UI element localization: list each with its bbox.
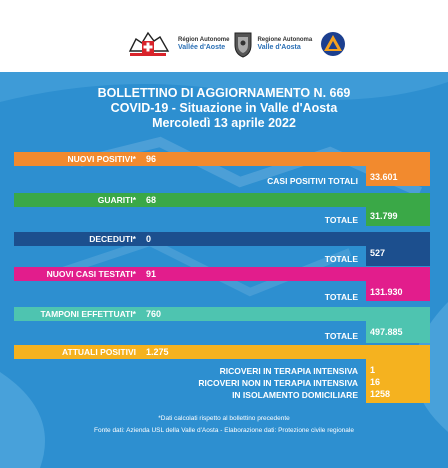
bulletin-panel <box>0 72 448 468</box>
region-logo-line-4: Valle d'Aosta <box>257 44 301 51</box>
icu-value: 1 <box>370 365 376 375</box>
region-logo <box>178 30 312 58</box>
home-isolation-value: 1258 <box>370 389 391 399</box>
bulletin-subtitle: COVID-19 - Situazione in Valle d'Aosta <box>110 101 338 115</box>
new-positives-label: NUOVI POSITIVI* <box>67 154 136 164</box>
deceased-value: 0 <box>146 234 152 244</box>
source-note: Fonte dati: Azienda USL della Valle d'Aosta - Elaborazione dati: Protezione civile regionale <box>94 427 354 434</box>
home-isolation-label: IN ISOLAMENTO DOMICILIARE <box>232 390 358 400</box>
coat-of-arms-icon <box>233 30 253 58</box>
tested-total-value: 131.930 <box>370 287 403 297</box>
logo-strip <box>128 26 346 62</box>
region-logo-text-fr <box>178 37 229 51</box>
region-logo-text-it <box>257 37 312 51</box>
non-icu-label: RICOVERI NON IN TERAPIA INTENSIVA <box>198 378 358 388</box>
tested-total-label: TOTALE <box>324 292 358 302</box>
bulletin-date: Mercoledì 13 aprile 2022 <box>152 116 296 130</box>
health-logo <box>128 29 170 59</box>
deceased-label: DECEDUTI* <box>89 234 136 244</box>
header <box>0 0 448 72</box>
recovered-label: GUARITI* <box>97 195 136 205</box>
bulletin-title: BOLLETTINO DI AGGIORNAMENTO N. 669 <box>97 86 351 100</box>
recovered-value: 68 <box>146 195 157 205</box>
positives-total-label: CASI POSITIVI TOTALI <box>267 176 358 186</box>
positives-total-value: 33.601 <box>370 172 398 182</box>
active-positives-label: ATTUALI POSITIVI <box>62 347 136 357</box>
active-positives-value: 1.275 <box>146 347 169 357</box>
new-tested-value: 91 <box>146 269 157 279</box>
swabs-total-label: TOTALE <box>324 331 358 341</box>
civil-protection-icon <box>320 31 346 57</box>
civil-protection-logo <box>320 31 346 57</box>
swabs-total-value: 497.885 <box>370 327 403 337</box>
swabs-value: 760 <box>146 309 162 319</box>
icu-label: RICOVERI IN TERAPIA INTENSIVA <box>219 366 358 376</box>
new-tested-label: NUOVI CASI TESTATI* <box>46 269 136 279</box>
new-positives-value: 96 <box>146 154 157 164</box>
deceased-total-value: 527 <box>370 248 386 258</box>
usl-logo-icon <box>128 29 170 59</box>
swabs-label: TAMPONI EFFETTUATI* <box>40 309 136 319</box>
deceased-total-label: TOTALE <box>324 254 358 264</box>
non-icu-value: 16 <box>370 377 381 387</box>
recovered-total-label: TOTALE <box>324 215 358 225</box>
recovered-total-value: 31.799 <box>370 211 398 221</box>
region-logo-line-2: Vallée d'Aoste <box>178 44 226 51</box>
region-logo-line-1: Région Autonome <box>178 37 230 43</box>
region-logo-line-3: Regione Autonoma <box>257 37 313 43</box>
footnote: *Dati calcolati rispetto al bollettino precedente <box>158 415 290 422</box>
